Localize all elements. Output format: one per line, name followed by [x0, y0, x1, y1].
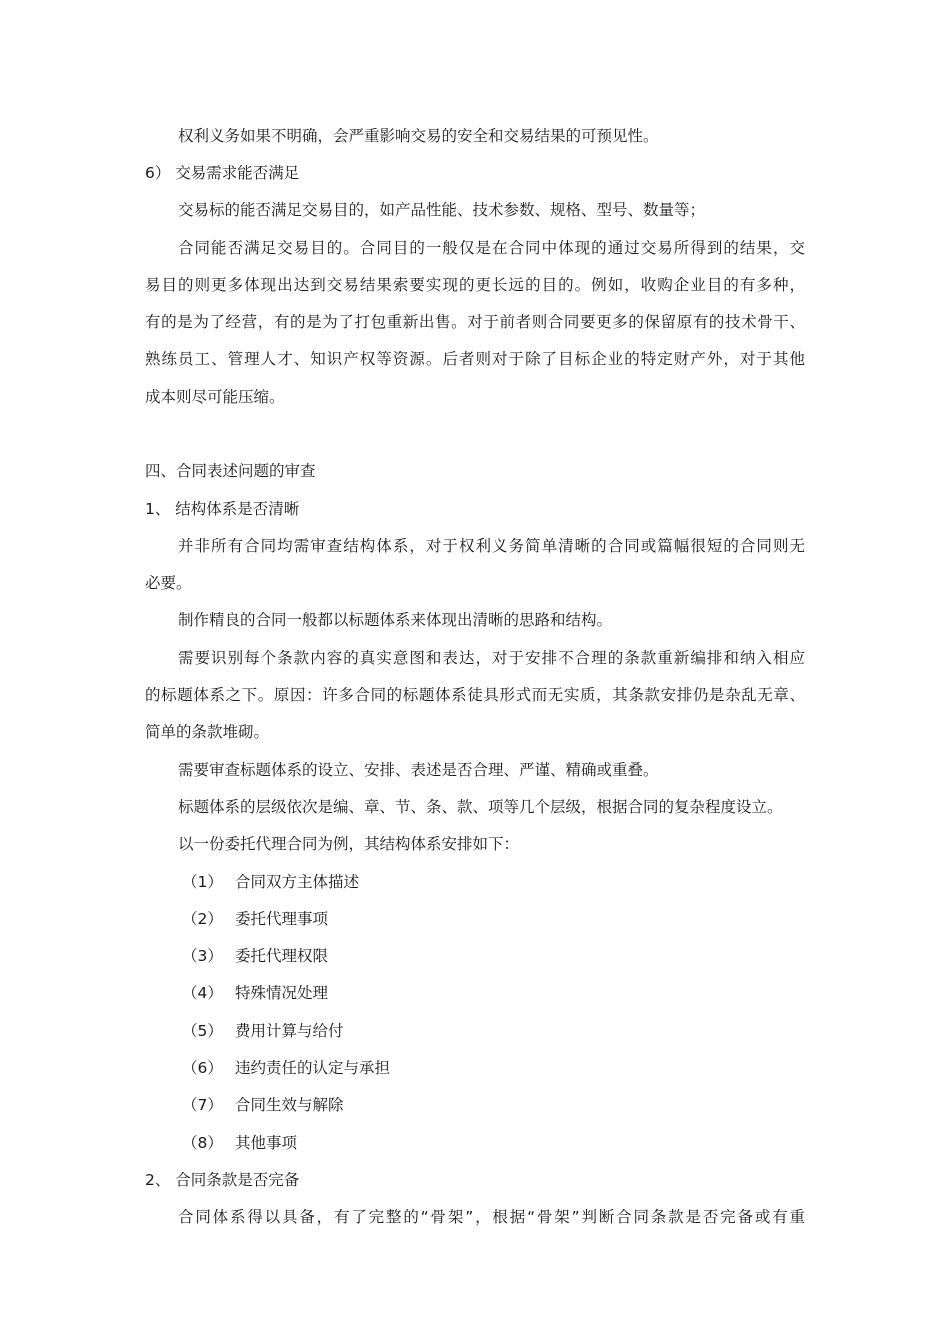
list-item-number: （1）: [182, 873, 223, 891]
paragraph-line: 以一份委托代理合同为例，其结构体系安排如下：: [178, 835, 520, 853]
list-item-number: （8）: [182, 1134, 223, 1152]
list-item-number: （5）: [182, 1022, 223, 1040]
paragraph-line: 制作精良的合同一般都以标题体系来体现出清晰的思路和结构。: [178, 611, 613, 629]
chapter-heading: 四、合同表述问题的审查: [145, 462, 316, 480]
list-item-number: （6）: [182, 1059, 223, 1077]
paragraph-line: 的标题体系之下。原因：许多合同的标题体系徒具形式而无实质，其条款安排仍是杂乱无章、: [145, 686, 805, 704]
paragraph-line: 熟练员工、管理人才、知识产权等资源。后者则对于除了目标企业的特定财产外，对于其他: [145, 350, 805, 368]
paragraph-line: 需要审查标题体系的设立、安排、表述是否合理、严谨、精确或重叠。: [178, 761, 659, 779]
paragraph-line: 有的是为了经营，有的是为了打包重新出售。对于前者则合同要更多的保留原有的技术骨干、: [145, 313, 805, 331]
paragraph-line: 成本则尽可能压缩。: [145, 388, 285, 406]
list-item-number: （4）: [182, 984, 223, 1002]
list-item-text: 违约责任的认定与承担: [235, 1059, 391, 1077]
paragraph-line: 必要。: [145, 574, 192, 592]
paragraph-line: 标题体系的层级依次是编、章、节、条、款、项等几个层级，根据合同的复杂程度设立。: [178, 798, 783, 816]
list-item-number: （3）: [182, 947, 223, 965]
section-heading: 2、 合同条款是否完备: [145, 1171, 300, 1189]
paragraph-line: 交易标的能否满足交易目的，如产品性能、技术参数、规格、型号、数量等；: [178, 201, 706, 219]
paragraph-line: 易目的则更多体现出达到交易结果索要实现的更长远的目的。例如，收购企业目的有多种，: [145, 276, 805, 294]
list-item-text: 委托代理事项: [235, 910, 329, 928]
paragraph-line: 合同体系得以具备，有了完整的“骨架”，根据“骨架”判断合同条款是否完备或有重: [178, 1208, 805, 1226]
section-heading: 6） 交易需求能否满足: [145, 164, 300, 182]
list-item-text: 费用计算与给付: [235, 1022, 344, 1040]
list-item-text: 合同双方主体描述: [235, 873, 360, 891]
section-heading: 1、 结构体系是否清晰: [145, 500, 300, 518]
list-item-number: （7）: [182, 1096, 223, 1114]
paragraph-line: 权利义务如果不明确，会严重影响交易的安全和交易结果的可预见性。: [178, 127, 659, 145]
list-item-text: 委托代理权限: [235, 947, 329, 965]
list-item-text: 特殊情况处理: [235, 984, 329, 1002]
paragraph-line: 合同能否满足交易目的。合同目的一般仅是在合同中体现的通过交易所得到的结果，交: [178, 239, 805, 257]
paragraph-line: 简单的条款堆砌。: [145, 723, 270, 741]
list-item-text: 其他事项: [235, 1134, 298, 1152]
paragraph-line: 并非所有合同均需审查结构体系，对于权利义务简单清晰的合同或篇幅很短的合同则无: [178, 537, 805, 555]
list-item-number: （2）: [182, 910, 223, 928]
list-item-text: 合同生效与解除: [235, 1096, 344, 1114]
paragraph-line: 需要识别每个条款内容的真实意图和表达，对于安排不合理的条款重新编排和纳入相应: [178, 649, 805, 667]
